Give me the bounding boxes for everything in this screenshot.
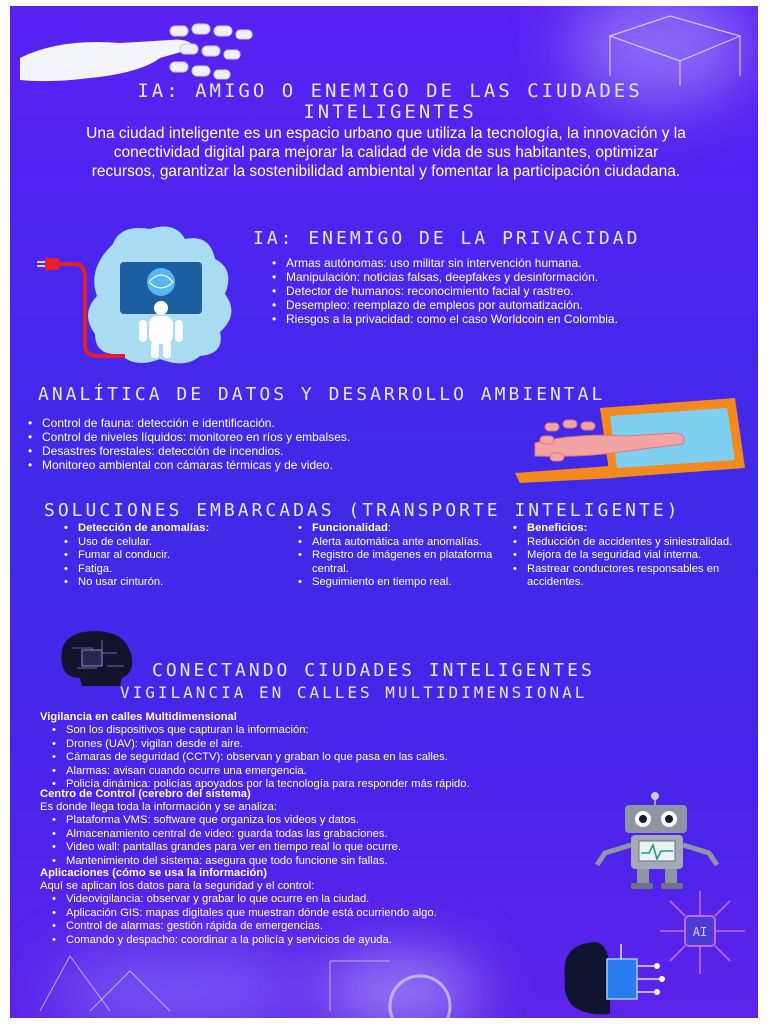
list-item: • Mejora de la seguridad vial interna.	[509, 549, 741, 563]
svg-text:AI: AI	[692, 925, 708, 939]
column-head-label: Funcionalidad	[312, 522, 388, 534]
list-item: • Aplicación GIS: mapas digitales que muestran dónde está ocurriendo algo.	[48, 907, 648, 921]
list-item: • Fatiga.	[60, 563, 285, 577]
list-item: • Armas autónomas: uso militar sin intervención humana.	[268, 256, 748, 270]
embedded-column-functionality	[294, 522, 512, 590]
list-item: • Policía dinámica: policías apoyados por la tecnología para responder más rápido.	[48, 778, 738, 792]
laptop-robot-hand-icon	[515, 398, 750, 483]
list-item: • Plataforma VMS: software que organiza los videos y datos.	[48, 814, 608, 828]
surveillance-heading: Vigilancia en calles Multidimensional	[40, 711, 237, 723]
embedded-heading: SOLUCIONES EMBARCADAS (TRANSPORTE INTELIGENTE)	[44, 500, 681, 521]
control-list	[48, 814, 608, 868]
list-item: • Mantenimiento del sistema: asegura que todo funcione sin fallas.	[48, 855, 608, 869]
list-item: • Reducción de accidentes y siniestralidad.	[509, 536, 741, 550]
list-item: • Video wall: pantallas grandes para ver en tiempo real lo que ocurre.	[48, 841, 608, 855]
brain-chip-icon	[555, 934, 675, 1018]
surveillance-list	[48, 724, 738, 792]
applications-heading: Aplicaciones (cómo se usa la información)	[40, 867, 267, 879]
column-head: • Detección de anomalías:	[60, 522, 285, 536]
list-item: • Comando y despacho: coordinar a la policía y servicios de ayuda.	[48, 934, 648, 948]
privacy-list	[268, 256, 748, 326]
list-item: • No usar cinturón.	[60, 576, 285, 590]
list-item: • Desastres forestales: detección de incendios.	[24, 444, 524, 458]
list-item: • Seguimiento en tiempo real.	[294, 576, 512, 590]
connecting-heading: CONECTANDO CIUDADES INTELIGENTES	[152, 660, 595, 681]
list-item: • Son los dispositivos que capturan la información:	[48, 724, 738, 738]
bottom-decoration	[30, 951, 510, 1018]
list-item: • Alarmas: avisan cuando ocurre una emergencia.	[48, 765, 738, 779]
list-item: • Alerta automática ante anomalías.	[294, 536, 512, 550]
list-item: • Control de alarmas: gestión rápida de emergencias.	[48, 920, 648, 934]
intro-text: Una ciudad inteligente es un espacio urbano que utiliza la tecnología, la innovación y la conectividad digital para mejorar la calidad de vida de sus habitantes, optimizar recursos, garantizar la sostenibilidad ambiental y fomentar la participación ciudadana.	[86, 125, 686, 180]
list-item: • Drones (UAV): vigilan desde el aire.	[48, 738, 738, 752]
list-item: • Riesgos a la privacidad: como el caso Worldcoin en Colombia.	[268, 312, 726, 326]
list-item: • Fumar al conducir.	[60, 549, 285, 563]
list-item: • Rastrear conductores responsables en accidentes.	[509, 563, 741, 590]
poster	[10, 6, 758, 1018]
list-item: • Control de niveles líquidos: monitoreo en ríos y embalses.	[24, 430, 524, 444]
cube-decoration	[600, 6, 750, 86]
robot-icon	[585, 791, 735, 891]
list-item: • Detector de humanos: reconocimiento facial y rastreo.	[268, 284, 748, 298]
list-item: • Monitoreo ambiental con cámaras térmicas y de video.	[24, 458, 524, 472]
analytics-list	[24, 416, 524, 472]
embedded-column-benefits	[509, 522, 741, 590]
connecting-subheading: VIGILANCIA EN CALLES MULTIDIMENSIONAL	[120, 683, 588, 702]
page-title: IA: AMIGO O ENEMIGO DE LAS CIUDADES INTELIGENTES	[137, 80, 643, 123]
list-item: • Uso de celular.	[60, 536, 285, 550]
column-head-suffix: :	[387, 522, 391, 534]
control-heading: Centro de Control (cerebro del sistema)	[40, 788, 251, 800]
list-item: • Desempleo: reemplazo de empleos por automatización.	[268, 298, 748, 312]
analytics-heading: ANALÍTICA DE DATOS Y DESARROLLO AMBIENTAL	[38, 384, 606, 405]
cloud-human-icon	[35, 224, 245, 374]
column-head: • Beneficios:	[509, 522, 741, 536]
applications-intro: Aquí se aplican los datos para la seguridad y el control:	[40, 880, 315, 892]
head-chip-icon	[52, 628, 142, 688]
embedded-column-anomalies	[60, 522, 285, 590]
list-item: • Control de fauna: detección e identificación.	[24, 416, 524, 430]
list-item: • Videovigilancia: observar y grabar lo que ocurre en la ciudad.	[48, 893, 648, 907]
list-item: • Cámaras de seguridad (CCTV): observan y graban lo que pasa en las calles.	[48, 751, 738, 765]
list-item: • Manipulación: noticias falsas, deepfakes y desinformación.	[268, 270, 616, 284]
column-head	[294, 522, 512, 536]
list-item: • Almacenamiento central de video: guarda todas las grabaciones.	[48, 828, 608, 842]
privacy-heading: IA: ENEMIGO DE LA PRIVACIDAD	[253, 228, 641, 249]
control-intro: Es donde llega toda la información y se analiza:	[40, 801, 277, 813]
list-item: • Registro de imágenes en plataforma central.	[294, 549, 512, 576]
